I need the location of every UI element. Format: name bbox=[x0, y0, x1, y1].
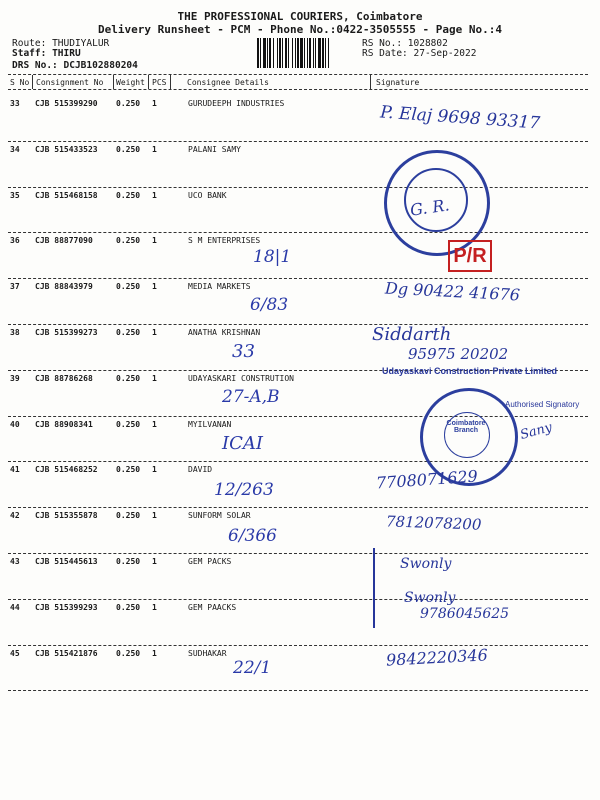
barcode-bar bbox=[269, 38, 271, 68]
barcode-bar bbox=[295, 38, 296, 68]
barcode-bar bbox=[297, 38, 299, 68]
row-consignment-no: CJB 515433523 bbox=[35, 144, 98, 154]
rs-no-label: RS No.: bbox=[362, 38, 403, 49]
col-pcs: PCS bbox=[152, 78, 167, 87]
authorised-signatory-stamp: Authorised Signatory bbox=[505, 400, 580, 409]
row-weight: 0.250 bbox=[116, 511, 141, 521]
row-sno: 36 bbox=[10, 236, 20, 246]
row-handwritten-note: 18|1 bbox=[253, 247, 292, 268]
row-pcs: 1 bbox=[152, 236, 157, 246]
row-consignee-name: GURUDEEPH INDUSTRIES bbox=[188, 99, 285, 108]
row-weight: 0.250 bbox=[116, 648, 141, 658]
row-consignment-no: CJB 515421876 bbox=[35, 648, 98, 658]
drs-label: DRS No.: bbox=[12, 60, 58, 71]
row-consignment-no: CJB 515355878 bbox=[35, 511, 98, 521]
col-divider bbox=[370, 75, 371, 89]
row-consignee-name: MYILVANAN bbox=[188, 419, 232, 429]
runsheet-title: THE PROFESSIONAL COURIERS, Coimbatore bbox=[177, 10, 423, 23]
signature-row-40: Sany bbox=[518, 420, 554, 443]
barcode-bar bbox=[263, 38, 266, 68]
row-consignee-name: SUNFORM SOLAR bbox=[188, 511, 251, 521]
table-row bbox=[0, 600, 600, 646]
row-consignee-name: GEM PACKS bbox=[188, 557, 232, 566]
udayaskavi-stamp: Udayaskavi Construction Private Limited bbox=[382, 366, 558, 376]
signature-row-37: Dg 90422 41676 bbox=[384, 278, 521, 305]
row-pcs: 1 bbox=[152, 190, 157, 200]
row-sno: 43 bbox=[10, 557, 20, 566]
row-pcs: 1 bbox=[152, 511, 157, 521]
row-pcs: 1 bbox=[152, 373, 157, 383]
row-weight: 0.250 bbox=[116, 282, 141, 292]
row-consignee-name: UDAYASKARI CONSTRUTION bbox=[188, 373, 294, 383]
row-consignment-no: CJB 515399273 bbox=[35, 328, 98, 337]
row-pcs: 1 bbox=[152, 144, 157, 154]
barcode-bar bbox=[322, 38, 324, 68]
icai-seal-center-text: Coimbatore Branch bbox=[446, 420, 486, 434]
row-pcs: 1 bbox=[152, 557, 157, 566]
col-divider bbox=[32, 75, 33, 89]
signature-row-44-sign: Swonly bbox=[404, 590, 456, 606]
col-details: Consignee Details bbox=[187, 78, 269, 87]
row-sno: 34 bbox=[10, 144, 20, 154]
barcode-bar bbox=[260, 38, 261, 68]
row-consignee-name: SUDHAKAR bbox=[188, 648, 227, 658]
barcode-bar bbox=[257, 38, 259, 68]
col-sno: S No bbox=[10, 78, 30, 87]
row-separator bbox=[8, 690, 588, 691]
staff-label: Staff: bbox=[12, 48, 47, 59]
barcode-bar bbox=[300, 38, 303, 68]
barcode-bar bbox=[288, 38, 289, 68]
barcode-bar bbox=[313, 38, 314, 68]
row-pcs: 1 bbox=[152, 602, 157, 612]
row-weight: 0.250 bbox=[116, 465, 141, 475]
row-handwritten-note: 22/1 bbox=[233, 657, 272, 678]
row-sno: 38 bbox=[10, 328, 20, 337]
row-handwritten-note: ICAI bbox=[222, 432, 263, 454]
row-consignee-name: ANATHA KRISHNAN bbox=[188, 328, 261, 337]
barcode-bar bbox=[315, 38, 316, 68]
row-consignment-no: CJB 515468252 bbox=[35, 465, 98, 475]
rs-date-line bbox=[362, 48, 476, 59]
col-divider bbox=[113, 75, 114, 89]
row-handwritten-note: 6/83 bbox=[250, 295, 289, 316]
barcode-bar bbox=[292, 38, 293, 68]
row-pcs: 1 bbox=[152, 419, 157, 429]
signature-row-35: G. R. bbox=[408, 195, 451, 220]
row-weight: 0.250 bbox=[116, 373, 141, 383]
barcode-bar bbox=[328, 38, 329, 68]
row-weight: 0.250 bbox=[116, 144, 141, 154]
runsheet-subtitle: Delivery Runsheet - PCM - Phone No.:0422-3505555 - Page No.:4 bbox=[98, 23, 502, 36]
row-pcs: 1 bbox=[152, 328, 157, 337]
icai-seal-inner bbox=[444, 412, 490, 458]
rs-no-value: 1028802 bbox=[407, 38, 448, 49]
row-sno: 41 bbox=[10, 465, 20, 475]
row-handwritten-note: 33 bbox=[232, 341, 255, 362]
signature-row-38-name: Siddarth bbox=[372, 324, 452, 345]
row-sno: 37 bbox=[10, 282, 20, 292]
row-sno: 40 bbox=[10, 419, 20, 429]
row-consignee-name: GEM PAACKS bbox=[188, 602, 237, 612]
row-consignment-no: CJB 515468158 bbox=[35, 190, 98, 200]
row-sno: 42 bbox=[10, 511, 20, 521]
row-sno: 44 bbox=[10, 602, 20, 612]
barcode-bar bbox=[282, 38, 283, 68]
rs-date-value: 27-Sep-2022 bbox=[413, 48, 477, 59]
row-consignment-no: CJB 88843979 bbox=[35, 282, 93, 292]
table-row bbox=[0, 325, 600, 371]
col-weight: Weight bbox=[116, 78, 145, 87]
barcode-bar bbox=[277, 38, 278, 68]
row-pcs: 1 bbox=[152, 99, 157, 108]
row-weight: 0.250 bbox=[116, 557, 141, 566]
staff-line bbox=[12, 48, 81, 59]
table-row bbox=[0, 462, 600, 508]
barcode-bar bbox=[267, 38, 268, 68]
row-consignment-no: CJB 88786268 bbox=[35, 373, 93, 383]
table-row bbox=[0, 508, 600, 554]
row-consignee-name: PALANI SAMY bbox=[188, 144, 241, 154]
signature-row-33: P. Elaj 9698 93317 bbox=[379, 102, 541, 134]
barcode-bar bbox=[273, 38, 274, 68]
row-weight: 0.250 bbox=[116, 99, 141, 108]
row-consignment-no: CJB 88877090 bbox=[35, 236, 93, 246]
row-consignee-name: S M ENTERPRISES bbox=[188, 236, 261, 246]
row-sno: 35 bbox=[10, 190, 20, 200]
row-consignment-no: CJB 515399293 bbox=[35, 602, 98, 612]
staff-value: THIRU bbox=[52, 48, 81, 59]
signature-row-45: 9842220346 bbox=[385, 645, 489, 670]
drs-line bbox=[12, 60, 138, 71]
col-divider bbox=[148, 75, 149, 89]
row-sno: 45 bbox=[10, 648, 20, 658]
route-label: Route: bbox=[12, 38, 47, 49]
signature-row-38-phone: 95975 20202 bbox=[408, 345, 509, 363]
signature-row-42: 7812078200 bbox=[385, 512, 482, 534]
barcode-bar bbox=[279, 38, 281, 68]
row-weight: 0.250 bbox=[116, 236, 141, 246]
col-signature: Signature bbox=[376, 78, 420, 87]
bracket-mark bbox=[373, 548, 379, 628]
barcode-bar bbox=[304, 38, 305, 68]
header-rule-bottom bbox=[8, 89, 588, 90]
row-weight: 0.250 bbox=[116, 328, 141, 337]
row-consignment-no: CJB 515399290 bbox=[35, 99, 98, 108]
row-sno: 33 bbox=[10, 99, 20, 108]
row-consignee-name: UCO BANK bbox=[188, 190, 227, 200]
row-sno: 39 bbox=[10, 373, 20, 383]
table-row bbox=[0, 554, 600, 600]
barcode-bar bbox=[325, 38, 326, 68]
table-row bbox=[0, 188, 600, 234]
row-handwritten-note: 12/263 bbox=[214, 480, 274, 501]
row-pcs: 1 bbox=[152, 465, 157, 475]
barcode-bar bbox=[318, 38, 321, 68]
row-weight: 0.250 bbox=[116, 602, 141, 612]
table-row bbox=[0, 646, 600, 692]
barcode-bar bbox=[285, 38, 287, 68]
rs-date-label: RS Date: bbox=[362, 48, 408, 59]
barcode-bar bbox=[309, 38, 311, 68]
col-divider bbox=[170, 75, 171, 89]
pr-stamp: P/R bbox=[448, 240, 492, 272]
signature-row-41: 7708071629 bbox=[375, 466, 479, 493]
row-consignee-name: DAVID bbox=[188, 465, 213, 475]
table-row bbox=[0, 233, 600, 279]
row-weight: 0.250 bbox=[116, 190, 141, 200]
row-consignment-no: CJB 88908341 bbox=[35, 419, 93, 429]
col-consignment: Consignment No bbox=[36, 78, 104, 87]
row-weight: 0.250 bbox=[116, 419, 141, 429]
drs-value: DCJB102880204 bbox=[63, 60, 138, 71]
row-pcs: 1 bbox=[152, 282, 157, 292]
barcode bbox=[257, 38, 357, 68]
barcode-bar bbox=[307, 38, 308, 68]
row-pcs: 1 bbox=[152, 648, 157, 658]
row-handwritten-note: 27-A,B bbox=[222, 386, 280, 407]
signature-row-44-phone: 9786045625 bbox=[420, 606, 510, 622]
table-row bbox=[0, 142, 600, 188]
row-consignee-name: MEDIA MARKETS bbox=[188, 282, 251, 292]
row-consignment-no: CJB 515445613 bbox=[35, 557, 98, 566]
route-value: THUDIYALUR bbox=[52, 38, 110, 49]
signature-row-43: Swonly bbox=[400, 556, 452, 572]
row-handwritten-note: 6/366 bbox=[228, 526, 277, 547]
header-rule-top bbox=[8, 74, 588, 75]
